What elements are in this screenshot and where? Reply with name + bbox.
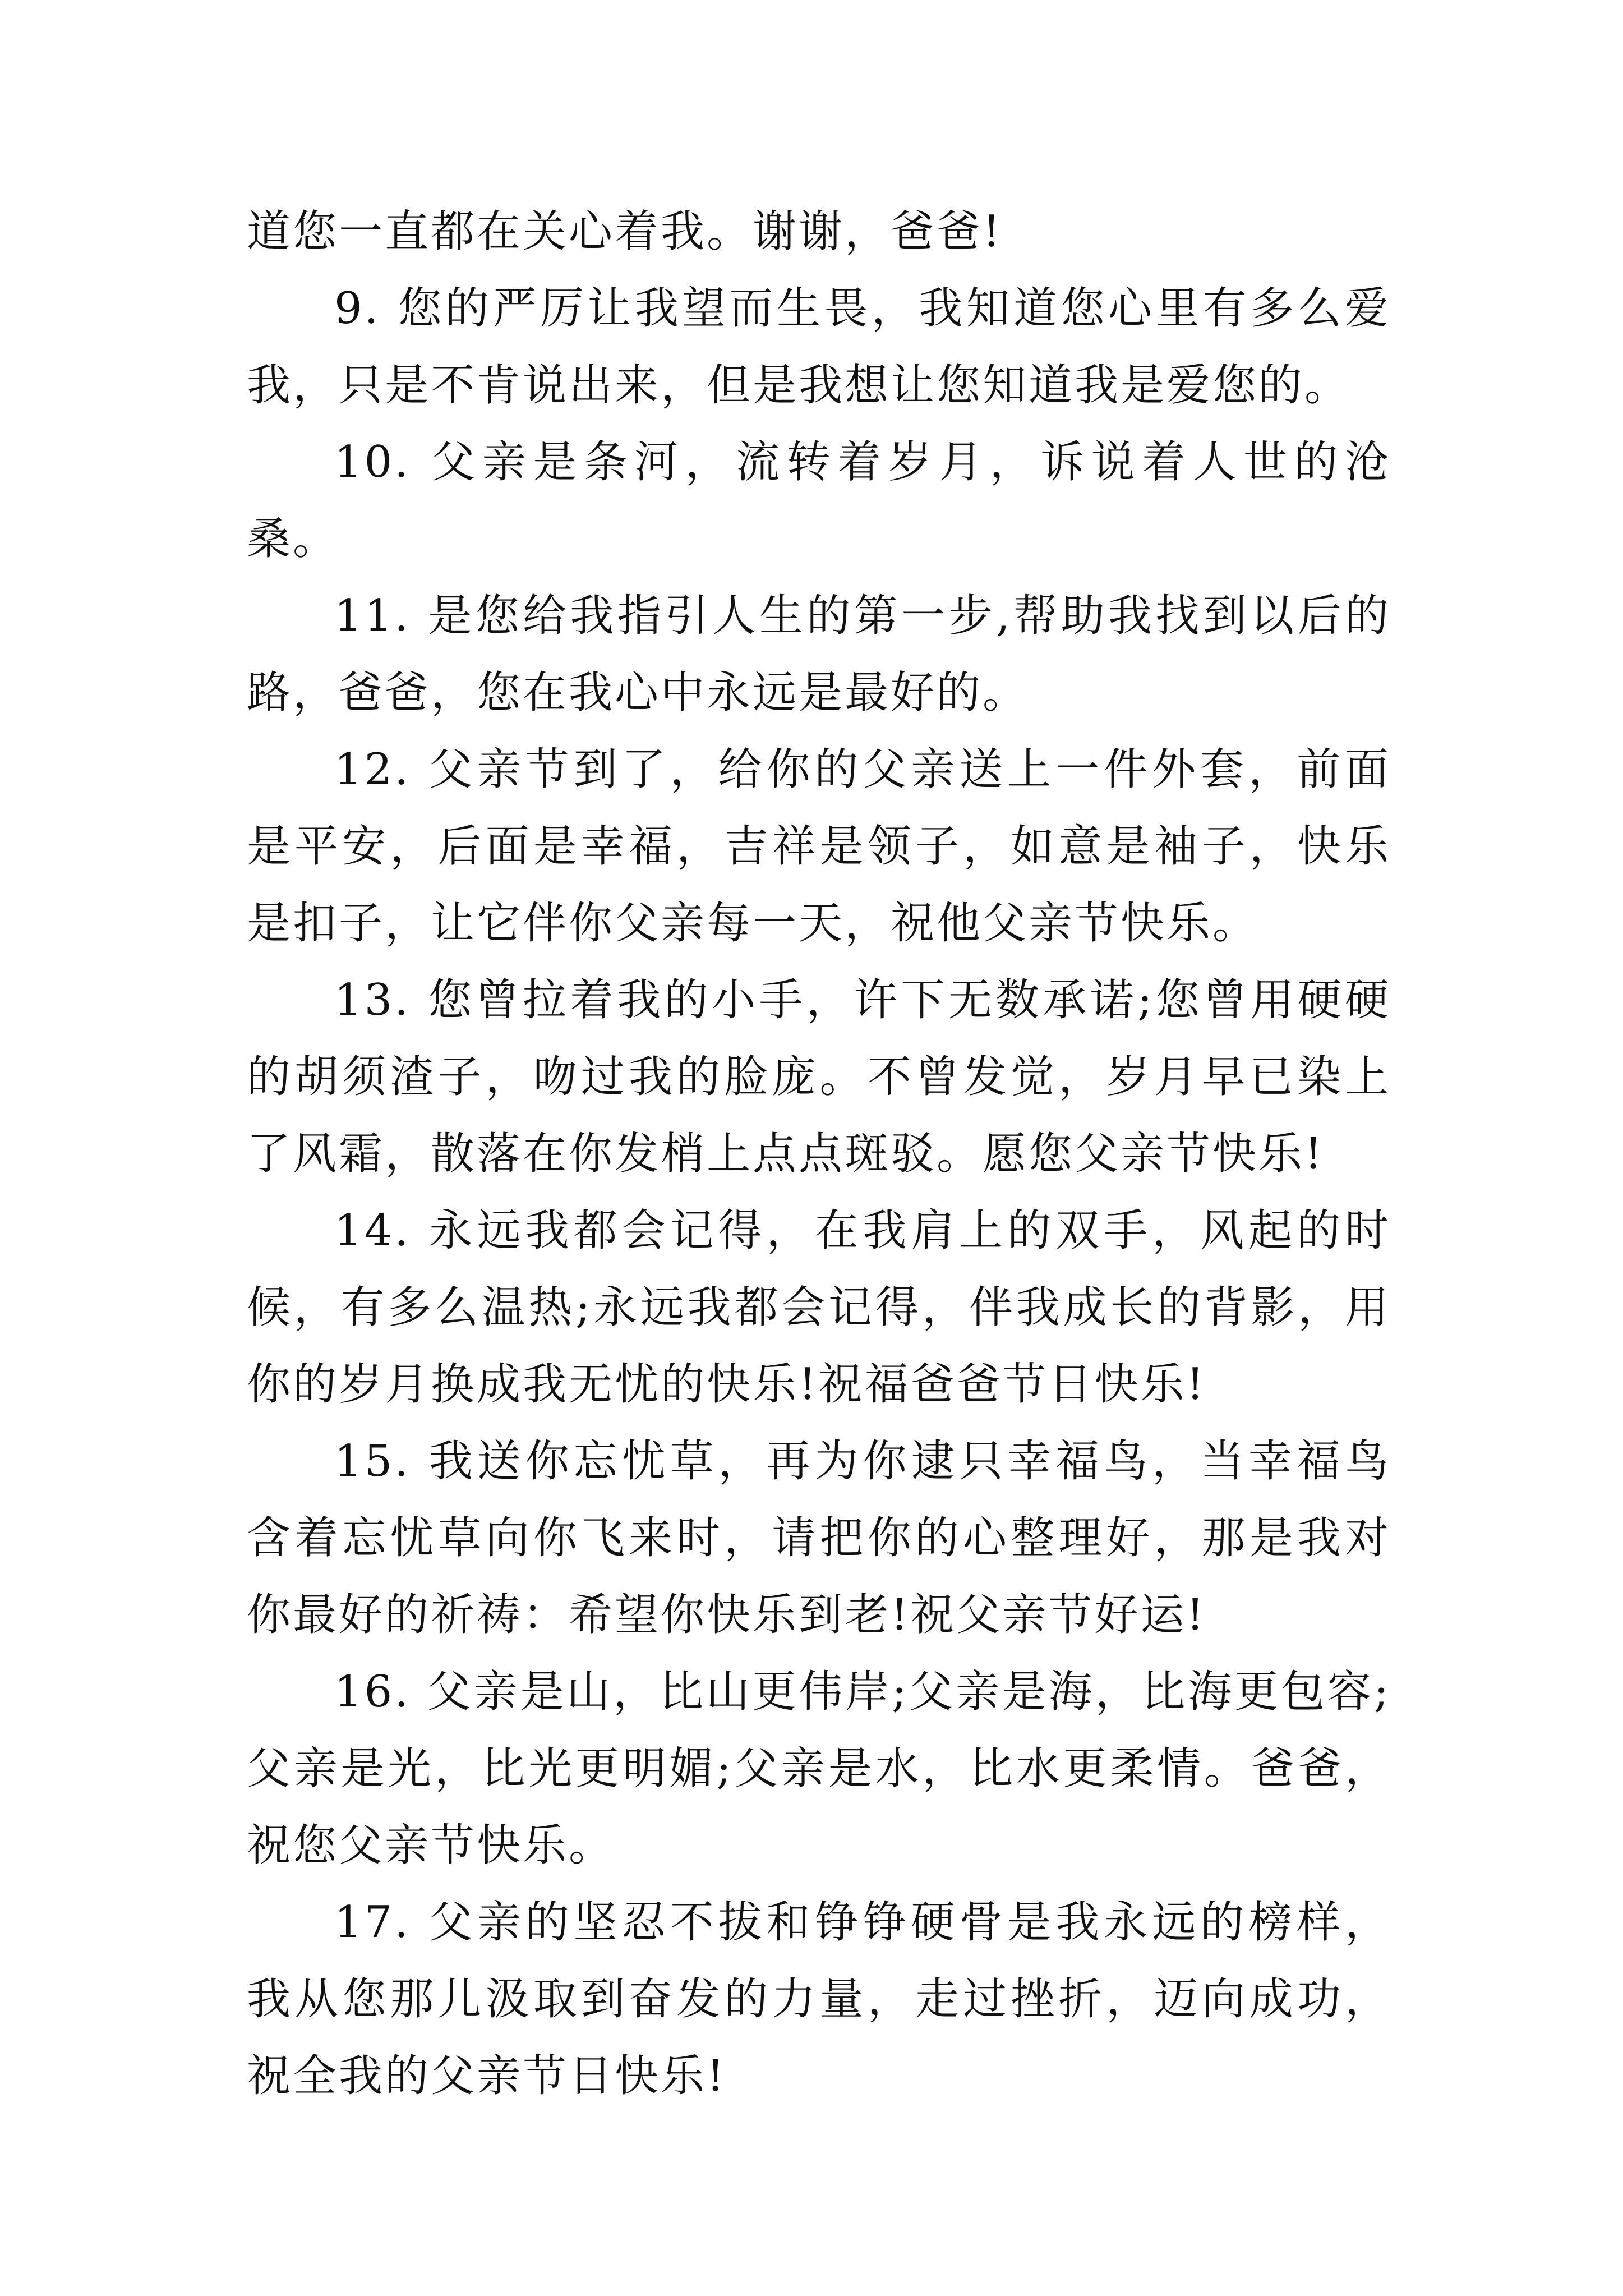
document-body: [247, 194, 1391, 2115]
paragraph-item-15: 15. 我送你忘忧草，再为你逮只幸福鸟，当幸福鸟含着忘忧草向你飞来时，请把你的心整理好，那是我对你最好的祈祷：希望你快乐到老!祝父亲节好运!: [247, 1436, 1391, 1640]
paragraph-item-11: 11. 是您给我指引人生的第一步,帮助我找到以后的路，爸爸，您在我心中永远是最好的。: [247, 591, 1391, 718]
paragraph-item-12: 12. 父亲节到了，给你的父亲送上一件外套，前面是平安，后面是幸福，吉祥是领子，如意是袖子，快乐是扣子，让它伴你父亲每一天，祝他父亲节快乐。: [247, 744, 1391, 949]
paragraph-item-16: 16. 父亲是山，比山更伟岸;父亲是海，比海更包容;父亲是光，比光更明媚;父亲是水，比水更柔情。爸爸，祝您父亲节快乐。: [247, 1667, 1391, 1871]
paragraph-item-13: 13. 您曾拉着我的小手，许下无数承诺;您曾用硬硬的胡须渣子，吻过我的脸庞。不曾发觉，岁月早已染上了风霜，散落在你发梢上点点斑驳。愿您父亲节快乐!: [247, 975, 1391, 1179]
paragraph-item-17: 17. 父亲的坚忍不拔和铮铮硬骨是我永远的榜样，我从您那儿汲取到奋发的力量，走过挫折，迈向成功，祝全我的父亲节日快乐!: [247, 1897, 1391, 2101]
paragraph-item-9: 9. 您的严厉让我望而生畏，我知道您心里有多么爱我，只是不肯说出来，但是我想让您知道我是爱您的。: [247, 283, 1391, 411]
paragraph-item-14: 14. 永远我都会记得，在我肩上的双手，风起的时候，有多么温热;永远我都会记得，伴我成长的背影，用你的岁月换成我无忧的快乐!祝福爸爸节日快乐!: [247, 1205, 1391, 1410]
paragraph-continuation: 道您一直都在关心着我。谢谢，爸爸!: [247, 206, 1003, 257]
paragraph-item-10: 10. 父亲是条河，流转着岁月，诉说着人世的沧桑。: [247, 437, 1391, 564]
